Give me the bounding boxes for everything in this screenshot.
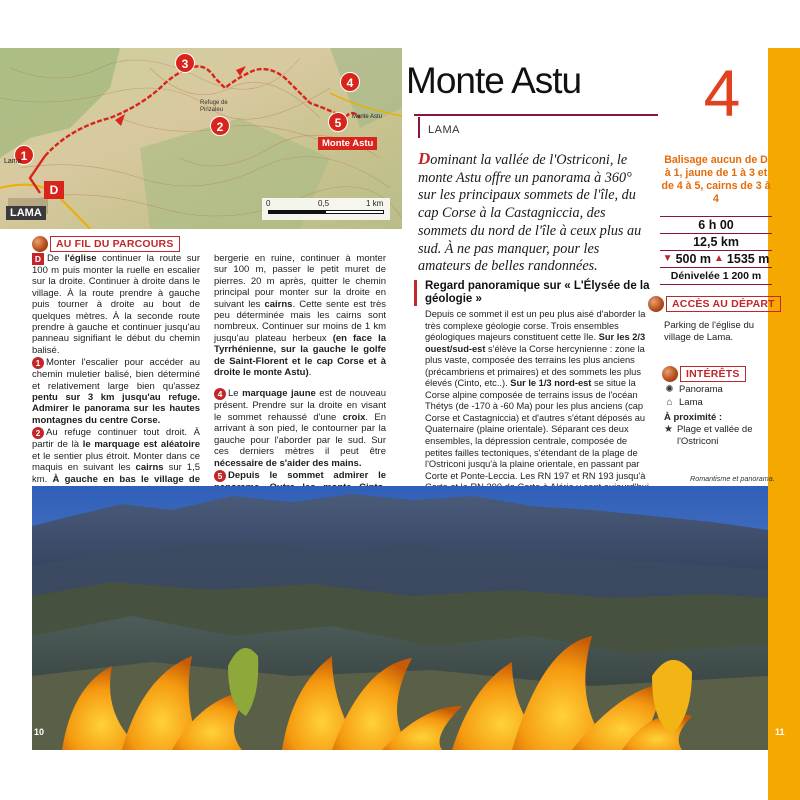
- subtitle: LAMA: [428, 124, 460, 136]
- title-rule: [414, 114, 658, 116]
- step-3-cont-end: .: [308, 367, 312, 379]
- star-icon: ★: [664, 424, 673, 435]
- altitude-max: 1535 m: [726, 252, 770, 266]
- map-marker-1: 1: [14, 145, 34, 165]
- route-text-column-1: [32, 253, 200, 522]
- acces-text: Parking de l'église du village de Lama.: [664, 320, 755, 343]
- step-d: [32, 253, 200, 356]
- section-parcours: [32, 236, 180, 252]
- intro-text: ominant la vallée de l'Ostriconi, le monte Astu offre un panorama à 360° sur les principaux sommets de l'île, du cap Corse à la Castagniccia, des sommets du nord de l'île à ceux plus au sud. À ne pas manquer, pour les amateurs de belles randonnées.: [418, 152, 642, 275]
- proximity-item: [664, 424, 774, 448]
- step-5-marker: 5: [214, 470, 226, 482]
- step-3-cont: [214, 253, 386, 378]
- step-3-cont-text-b: . Cette sente est très peu déterminée mais les cairns sont nombreux. Continuer sur moins de 1 km jusqu'au plateau herbeux: [214, 298, 386, 344]
- step-2-text-b: et le sentier plus étroit. Monter dans ce maquis en suivant les: [32, 450, 200, 474]
- intro-dropcap: D: [418, 149, 431, 168]
- map-scale-bar: [262, 198, 390, 220]
- geology-title-wrap: [414, 280, 654, 306]
- step-2-text-c: sur 1,5 km.: [32, 462, 200, 485]
- step-4-bold-c: nécessaire de s'aider des mains.: [214, 457, 362, 469]
- map-place-refuge: Refuge de Pinzaleu: [200, 100, 228, 113]
- route-map: [0, 48, 402, 229]
- step-3-cont-bold: cairns: [264, 298, 293, 310]
- geology-text-c: se situe la Corse alpine composée de terrains issus de l'océan Thétys (de -170 à -60 Ma) pour les plus anciens (cap Corse et Castagniccia) et d'autres s'étant déposés au Quaternaire (plaine orientale). Séparant ces deux ensembles, la dépression centrale, composée de petites failles tectoniques, s'étendant de la plage de l'Ostriconi jusqu'à la plaine orientale, en passant par Corte et Ponte-Leccia. Les RN 197 et RN 193 jusqu'à: [425, 378, 646, 481]
- step-1: [32, 357, 200, 426]
- interest-item: [664, 384, 774, 396]
- step-4-text-b: est de nouveau présent. Prendre sur la droite en visant le sommet rehaussé d'une: [214, 388, 386, 423]
- section-parcours-label: AU FIL DU PARCOURS: [50, 236, 180, 252]
- page-title: Monte Astu: [406, 60, 582, 101]
- map-start-label: LAMA: [6, 206, 46, 220]
- step-1-text: Monter l'escalier pour accéder au chemin muletier balisé, bien déterminé et relativement large bien qu'assez: [32, 357, 200, 392]
- photo-graphic: [32, 486, 768, 750]
- ball-icon: [32, 236, 48, 252]
- geology-box: [414, 280, 654, 505]
- step-4-text: Le: [228, 388, 243, 400]
- step-3-cont-bold-b: (en face la Tyrrhénienne, sur la gauche le golfe de Saint-Florent et le cap Corse et à droite le monte Astu): [214, 332, 386, 379]
- elevation-gain: Dénivelée 1 200 m: [660, 268, 772, 285]
- step-1-bold: pentu sur 3 km jusqu'au refuge. Admirer le panorama sur les hautes montagnes du centre Corse.: [32, 392, 200, 426]
- section-interets-label: INTÉRÊTS: [680, 366, 746, 382]
- ball-icon: [662, 366, 678, 382]
- section-acces: [648, 296, 781, 312]
- proximity-heading: À proximité :: [664, 412, 723, 423]
- triangle-down-icon: ▼: [662, 253, 673, 264]
- map-start-code: D: [44, 181, 64, 199]
- page-number-left: 10: [34, 727, 45, 737]
- step-d-text-rest: continuer la route sur 100 m puis monter la ruelle en escalier sur la droite. Continuer à droite dans le village. À la route prendre à gauche puis tourner à droite au bout de quelques mètres. À la seconde route prendre à gauche et continuer jusqu'au panneau signifiant le début du chemin balisé.: [32, 253, 200, 356]
- village-icon: ⌂: [666, 397, 673, 408]
- step-1-marker: 1: [32, 357, 44, 369]
- step-d-marker: D: [32, 253, 44, 265]
- map-summit-label: Monte Astu: [318, 137, 377, 150]
- step-4: [214, 388, 386, 468]
- map-place-astu: Monte Astu: [352, 114, 383, 120]
- step-2-text: Au refuge continuer tout droit. À partir de là: [32, 427, 200, 451]
- step-2-bold-b: cairns: [135, 462, 164, 474]
- geology-text-b: s'élève la Corse hercynienne : zone la plus vaste, composée des terrains les plus anciens (précambriens et primaires) et des sommets les plus élevés (Cinto, etc..).: [425, 343, 645, 389]
- interets-list: [664, 384, 774, 449]
- altitude-range: [660, 251, 772, 268]
- step-2-bold-c: À gauche en bas le village de: [52, 473, 200, 485]
- map-marker-2: 2: [210, 116, 230, 136]
- page-number-right: 11: [775, 727, 785, 737]
- geology-title: Regard panoramique sur « L'Élysée de la géologie »: [425, 280, 650, 305]
- step-4-bold: marquage jaune: [242, 388, 316, 400]
- geology-bold-a: Sur les 2/3 ouest/sud-est: [425, 332, 646, 354]
- photo-caption: Romantisme et panorama.: [690, 474, 775, 483]
- geology-text: [414, 309, 654, 505]
- route-stats: [660, 154, 772, 285]
- landscape-photo: [32, 486, 768, 750]
- step-4-bold-b: croix: [342, 411, 366, 423]
- map-marker-5: 5: [328, 112, 348, 132]
- sun-icon: ✺: [665, 384, 674, 395]
- distance: 12,5 km: [660, 234, 772, 251]
- step-3-cont-text: bergerie en ruine, continuer à monter sur 100 m, passer le petit muret de pierres. 20 m après, quitter le chemin principal pour monter sur la droite en suivant les: [214, 253, 386, 310]
- interest-label: Panorama: [679, 384, 723, 395]
- step-4-text-c: . En arrivant à son pied, le contourner par la gauche pour l'aborder par le sud. Sur ces derniers mètres il peut être: [214, 411, 386, 458]
- geology-bold-b: Sur le 1/3 nord-est: [510, 378, 592, 389]
- map-marker-4: 4: [340, 72, 360, 92]
- section-acces-label: ACCÈS AU DÉPART: [666, 296, 781, 312]
- balisage-info: Balisage aucun de D à 1, jaune de 1 à 3 et de 4 à 5, cairns de 3 à 4: [661, 154, 771, 205]
- step-5-bold: Depuis le sommet admirer le: [228, 469, 386, 481]
- route-number: 4: [703, 56, 741, 130]
- altitude-min: 500 m: [675, 252, 712, 266]
- scale-label-0: 0: [266, 199, 271, 208]
- scale-label-half: 0,5: [318, 199, 330, 208]
- section-interets: [662, 366, 746, 382]
- step-2-bold: le marquage est aléatoire: [82, 439, 200, 451]
- step-2-marker: 2: [32, 427, 44, 439]
- duration: 6 h 00: [660, 216, 772, 234]
- title-block: [406, 62, 654, 99]
- intro-paragraph: [418, 150, 653, 276]
- interest-label: Lama: [679, 397, 703, 408]
- triangle-up-icon: ▲: [714, 253, 724, 264]
- proximity-text: Plage et vallée de l'Ostriconi: [676, 424, 753, 447]
- step-d-bold: l'église: [64, 253, 97, 264]
- step-d-text: De: [47, 253, 65, 264]
- scale-label-km: 1 km: [366, 199, 384, 208]
- map-place-lama: Lama: [4, 158, 22, 165]
- geology-text-a: Depuis ce sommet il est un peu plus aisé d'aborder la très complexe géologie corse. Trois ensembles géologiques majeurs constituent cette île.: [425, 309, 646, 343]
- interest-item: [664, 397, 774, 409]
- subtitle-box: [418, 117, 466, 138]
- step-4-marker: 4: [214, 388, 226, 400]
- map-marker-3: 3: [175, 53, 195, 73]
